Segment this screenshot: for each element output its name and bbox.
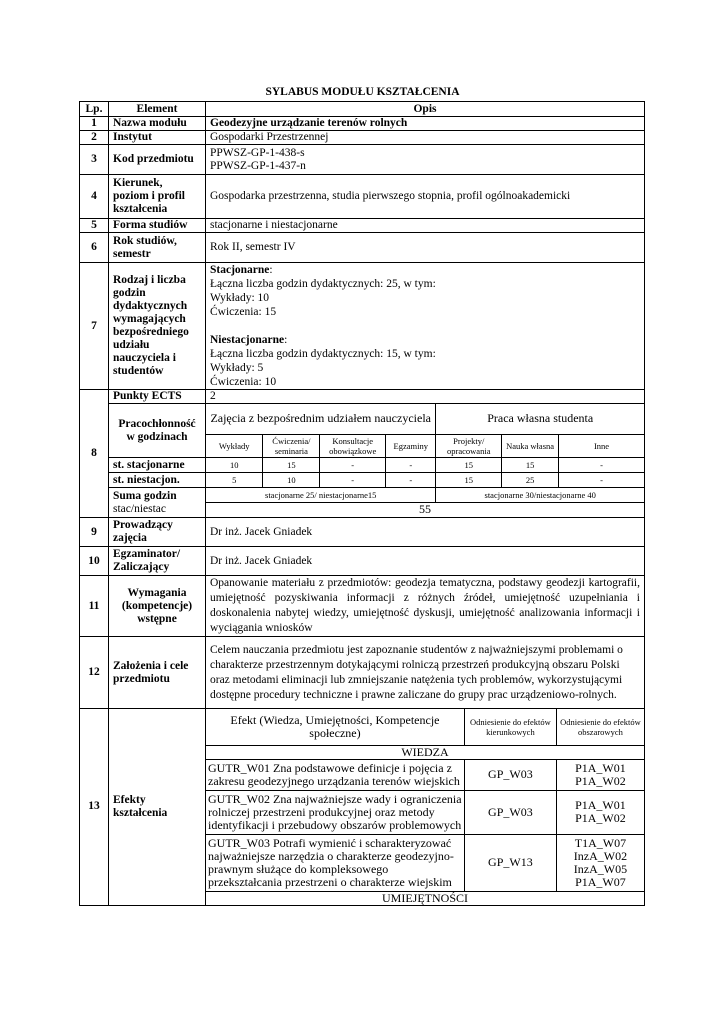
effect-text: GUTR_W01 Zna podstawowe definicje i pojęcia z zakresu geodezyjnego urządzania terenów wiejskich <box>206 759 464 790</box>
workload-columns <box>206 434 644 457</box>
hours-cell: 25 <box>502 473 559 487</box>
row-number: 5 <box>80 219 109 233</box>
row-value <box>206 145 645 175</box>
row-label: Efekty kształcenia <box>109 709 206 906</box>
hours-cell: 15 <box>263 458 320 472</box>
hours-cell: 15 <box>436 473 502 487</box>
hours-cell: 15 <box>502 458 559 472</box>
row-number: 2 <box>80 131 109 145</box>
row-number: 7 <box>80 263 109 390</box>
table-row <box>80 145 645 175</box>
row-value: Gospodarka przestrzenna, studia pierwszego stopnia, profil ogólnoakademicki <box>206 175 645 219</box>
col-header: Nauka własna <box>502 434 559 457</box>
workload-label: Pracochłonność w godzinach <box>109 404 206 458</box>
row-number: 6 <box>80 233 109 263</box>
effect-directional: GP_W03 <box>464 790 556 834</box>
row-value: Rok II, semestr IV <box>206 233 645 263</box>
effect-row <box>206 759 644 790</box>
stationary-label: st. stacjonarne <box>109 458 206 473</box>
hours-cell: - <box>386 458 436 472</box>
ects-value: 2 <box>206 390 645 404</box>
row-value: Dr inż. Jacek Gniadek <box>206 547 645 576</box>
table-row <box>80 637 645 709</box>
row-label: Kod przedmiotu <box>109 145 206 175</box>
workload-table <box>206 404 644 457</box>
row-value: Celem nauczania przedmiotu jest zapoznanie studentów z najważniejszymi problemami o charakterze przestrzennym dotykającymi rolniczą przestrzeń produkcyjną obszaru Polski oraz metodami eliminacji lub zmniejszanie natężenia tych problemów, wykorzystującymi dostępne procedury techniczne i prawne zaliczane do grupy prac urządzeniowo-rolnych. <box>206 637 645 709</box>
code-nonstationary: PPWSZ-GP-1-437-n <box>210 159 306 172</box>
nonstationary-lectures: Wykłady: 5 <box>210 362 264 374</box>
row-value: Opanowanie materiału z przedmiotów: geodezja tematyczna, podstawy geodezji kartografii, umiejętność pozyskiwania informacji z różnych źródeł, umiejętność uzupełniania i doskonalenia nabytej wiedzy, umiejętność dyskusji, umiejętność analizowania informacji i wyciągania wniosków <box>206 576 645 637</box>
hours-cell: - <box>320 473 386 487</box>
table-row <box>80 518 645 547</box>
effect-text: GUTR_W02 Zna najważniejsze wady i ograniczenia rolniczej przestrzeni produkcyjnej oraz metody identyfikacji i przebudowy obszarów problemowych <box>206 790 464 834</box>
hours-cell: - <box>386 473 436 487</box>
hours-cell: - <box>559 458 644 472</box>
effect-directional: GP_W03 <box>464 759 556 790</box>
code-stationary: PPWSZ-GP-1-438-s <box>210 146 305 159</box>
stationary-total: Łączna liczba godzin dydaktycznych: 25, w tym: <box>210 278 436 290</box>
stationary-heading: Stacjonarne <box>210 264 270 276</box>
row-value: stacjonarne i niestacjonarne <box>206 219 645 233</box>
col-header: Inne <box>559 434 644 457</box>
hours-cell: - <box>559 473 644 487</box>
row-label: Rodzaj i liczba godzin dydaktycznych wymagających bezpośredniego udziału nauczyciela i studentów <box>109 263 206 390</box>
sum-direct: stacjonarne 25/ niestacjonarne15 <box>206 488 436 502</box>
effect-text: GUTR_W03 Potrafi wymienić i scharakteryzować najważniejsze narzędzia o charakterze geodezyjno-prawnym służące do kompleksowego przekształcania przestrzeni o charakterze wiejskim <box>206 834 464 891</box>
sum-total: 55 <box>206 502 644 517</box>
hours-cell: 15 <box>436 458 502 472</box>
table-row <box>80 117 645 131</box>
stationary-lectures: Wykłady: 10 <box>210 292 270 304</box>
table-row <box>80 175 645 219</box>
hours-cell: 10 <box>206 458 263 472</box>
direct-contact-heading: Zajęcia z bezpośrednim udziałem nauczyciela <box>206 404 436 434</box>
header-lp: Lp. <box>80 102 109 117</box>
hours-cell: 10 <box>263 473 320 487</box>
sum-label <box>109 488 206 518</box>
table-row <box>80 233 645 263</box>
hours-cell: 5 <box>206 473 263 487</box>
row-number: 11 <box>80 576 109 637</box>
stationary-hours <box>206 458 644 472</box>
table-row <box>80 547 645 576</box>
workload-row <box>80 488 645 518</box>
row-number: 10 <box>80 547 109 576</box>
effect-heading: Efekt (Wiedza, Umiejętności, Kompetencje społeczne) <box>206 709 464 745</box>
row-number: 3 <box>80 145 109 175</box>
row-label: Nazwa modułu <box>109 117 206 131</box>
col-header: Konsultacje obowiązkowe <box>320 434 386 457</box>
row-label: Wymagania (kompetencje) wstępne <box>109 576 206 637</box>
self-study-heading: Praca własna studenta <box>436 404 644 434</box>
col-header: Projekty/ opracowania <box>436 434 502 457</box>
effects-table <box>206 709 644 905</box>
effect-area: P1A_W01 P1A_W02 <box>556 790 644 834</box>
col-header: Egzaminy <box>386 434 436 457</box>
directional-heading: Odniesienie do efektów kierunkowych <box>464 709 556 745</box>
sum-label-sub: stac/niestac <box>113 502 167 515</box>
nonstationary-total: Łączna liczba godzin dydaktycznych: 15, w tym: <box>210 348 436 360</box>
table-row <box>80 576 645 637</box>
nonstationary-heading: Niestacjonarne <box>210 334 285 346</box>
row-label: Założenia i cele przedmiotu <box>109 637 206 709</box>
effect-area: P1A_W01 P1A_W02 <box>556 759 644 790</box>
header-element: Element <box>109 102 206 117</box>
row-number: 12 <box>80 637 109 709</box>
row-value: Gospodarki Przestrzennej <box>206 131 645 145</box>
col-header: Ćwiczenia/ seminaria <box>263 434 320 457</box>
nonstationary-hours <box>206 473 644 487</box>
row-label: Egzaminator/ Zaliczający <box>109 547 206 576</box>
area-heading: Odniesienie do efektów obszarowych <box>556 709 644 745</box>
nonstationary-exercises: Ćwiczenia: 10 <box>210 376 277 388</box>
skills-heading: UMIEJĘTNOŚCI <box>206 891 644 905</box>
row-number: 1 <box>80 117 109 131</box>
row-number: 8 <box>80 390 109 518</box>
row-label: Instytut <box>109 131 206 145</box>
sum-hours <box>206 488 644 517</box>
nonstationary-label: st. niestacjon. <box>109 473 206 488</box>
sum-label-main: Suma godzin <box>113 489 177 502</box>
workload-row <box>80 458 645 473</box>
syllabus-table <box>79 101 645 906</box>
table-row <box>80 263 645 390</box>
document-title: SYLABUS MODUŁU KSZTAŁCENIA <box>265 86 460 98</box>
header-row <box>80 102 645 117</box>
hours-description: Stacjonarne: Łączna liczba godzin dydaktycznych: 25, w tym: Wykłady: 10 Ćwiczenia: 15 Niestacjonarne: Łączna liczba godzin dydaktycznych: 15, w tym: Wykłady: 5 Ćwiczenia: 10 <box>206 263 645 390</box>
row-number: 9 <box>80 518 109 547</box>
row-value: Geodezyjne urządzanie terenów rolnych <box>206 117 645 131</box>
ects-label: Punkty ECTS <box>109 390 206 404</box>
hours-cell: - <box>320 458 386 472</box>
sum-self: stacjonarne 30/niestacjonarne 40 <box>436 488 644 502</box>
effect-row <box>206 834 644 891</box>
row-label: Prowadzący zajęcia <box>109 518 206 547</box>
row-label: Rok studiów, semestr <box>109 233 206 263</box>
table-row <box>80 390 645 404</box>
row-label: Kierunek, poziom i profil kształcenia <box>109 175 206 219</box>
knowledge-heading: WIEDZA <box>206 745 644 759</box>
col-header: Wykłady <box>206 434 263 457</box>
table-row <box>80 709 645 906</box>
workload-row <box>80 404 645 458</box>
row-value: Dr inż. Jacek Gniadek <box>206 518 645 547</box>
table-row <box>80 131 645 145</box>
table-row <box>80 219 645 233</box>
effect-directional: GP_W13 <box>464 834 556 891</box>
workload-row <box>80 473 645 488</box>
row-number: 4 <box>80 175 109 219</box>
row-number: 13 <box>80 709 109 906</box>
stationary-exercises: Ćwiczenia: 15 <box>210 306 277 318</box>
header-opis: Opis <box>206 102 645 117</box>
effect-row <box>206 790 644 834</box>
row-label: Forma studiów <box>109 219 206 233</box>
effect-area: T1A_W07 InzA_W02 InzA_W05 P1A_W07 <box>556 834 644 891</box>
